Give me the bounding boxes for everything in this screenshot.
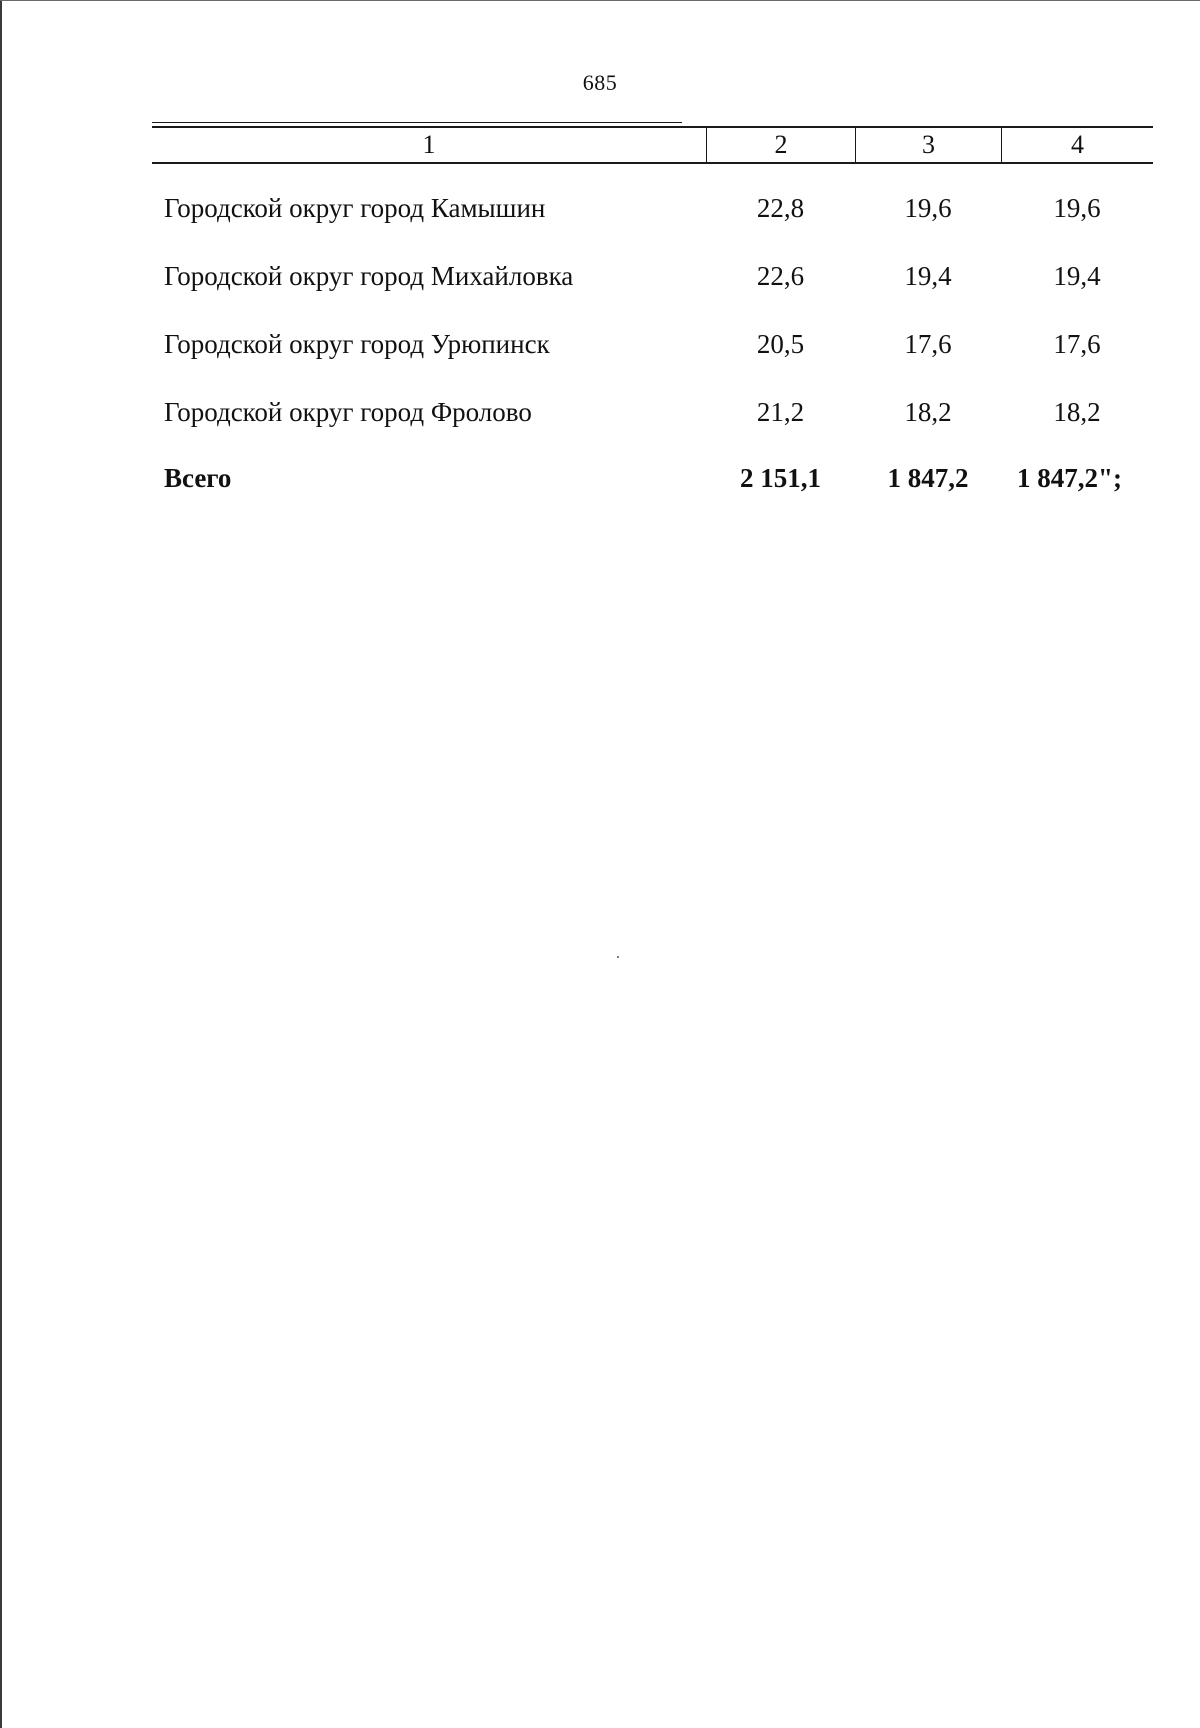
- row-value-col4: 19,4: [1053, 261, 1101, 291]
- row-value-col4: 18,2: [1053, 397, 1101, 427]
- scan-edge-left: [0, 0, 2, 1728]
- total-value-col4: 1 847,2";: [1017, 463, 1122, 493]
- scan-edge-top: [0, 0, 1200, 1]
- row-value-col2: 22,6: [756, 261, 805, 291]
- column-header-2: 2: [706, 128, 855, 162]
- row-value-col4: 19,6: [1053, 193, 1101, 223]
- row-name: Городской округ город Урюпинск: [164, 329, 550, 359]
- column-header-1: 1: [422, 130, 436, 159]
- row-name: Городской округ город Фролово: [164, 397, 532, 427]
- table-row: [152, 256, 1153, 296]
- row-value-col4: 17,6: [1053, 329, 1101, 359]
- row-value-col3: 18,2: [904, 397, 952, 427]
- row-value-col2: 21,2: [756, 397, 805, 427]
- table-row: [152, 188, 1153, 228]
- row-name: Городской округ город Михайловка: [164, 261, 574, 291]
- column-header-4: 4: [1001, 128, 1153, 162]
- table-total-row: [152, 458, 1153, 498]
- table-row: [152, 392, 1153, 432]
- table-header-row: [152, 126, 1153, 164]
- row-value-col3: 19,6: [904, 193, 952, 223]
- table-row: [152, 324, 1153, 364]
- row-value-col3: 17,6: [904, 329, 952, 359]
- scan-speck: [617, 956, 619, 958]
- row-value-col2: 22,8: [756, 193, 805, 223]
- row-value-col3: 19,4: [904, 261, 952, 291]
- row-value-col2: 20,5: [756, 329, 805, 359]
- header-overline: [152, 122, 682, 123]
- total-value-col2: 2 151,1: [740, 463, 821, 493]
- row-name: Городской округ город Камышин: [164, 193, 546, 223]
- total-value-col3: 1 847,2: [887, 463, 969, 493]
- total-label: Всего: [164, 463, 232, 493]
- column-header-3: 3: [855, 128, 1001, 162]
- page-number: 685: [582, 70, 618, 95]
